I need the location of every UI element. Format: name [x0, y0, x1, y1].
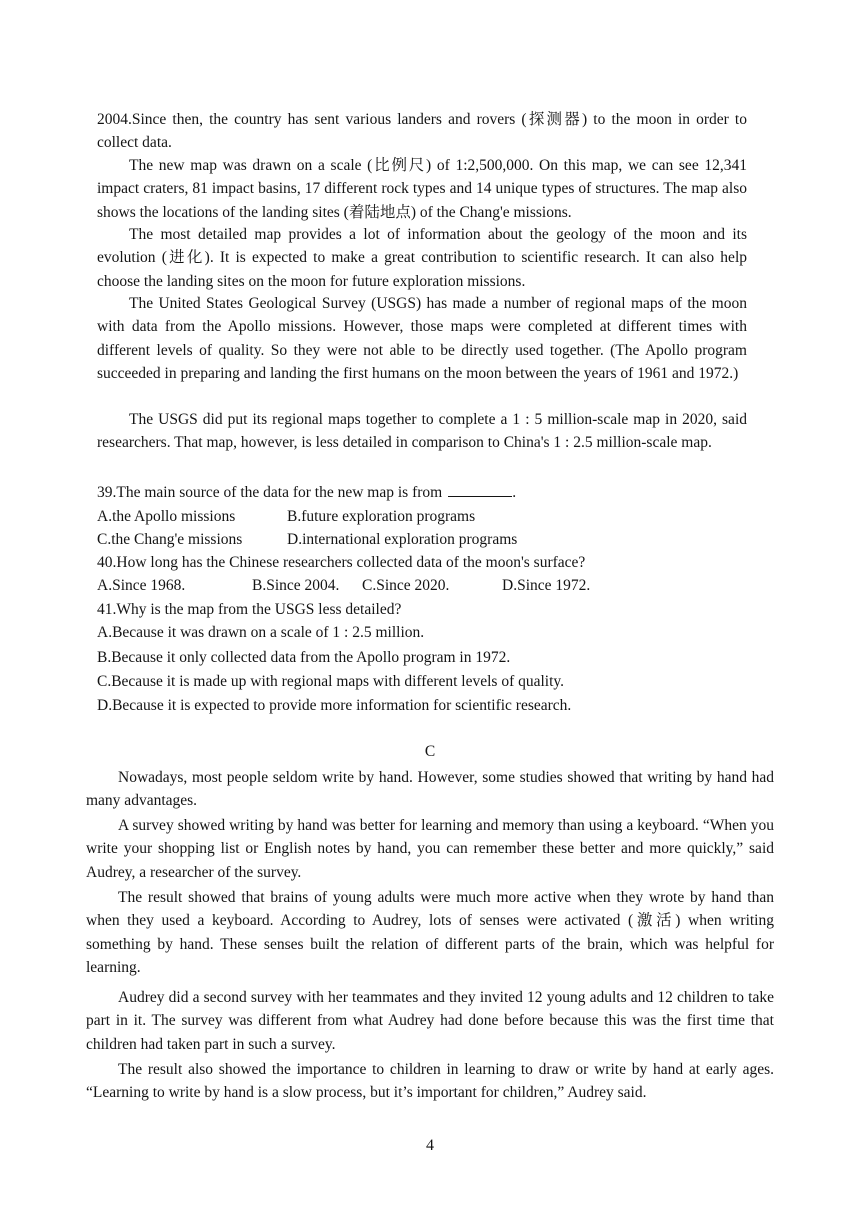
option-a: A.the Apollo missions	[97, 508, 236, 525]
passage-paragraph: The new map was drawn on a scale (比例尺) of 1:2,500,000. On this map, we can see 12,341 impact craters, 81 impact basins, 17 different rock types and 14 unique types of structures. The map also shows the locations of the landing sites (着陆地点) of the Chang'e missions.	[97, 157, 747, 221]
option-b: B.Since 2004.	[252, 577, 340, 594]
question-39-options-row	[97, 528, 517, 551]
option-b: B.future exploration programs	[287, 508, 476, 525]
section-heading: C	[424, 743, 436, 760]
option-d: D.Since 1972.	[502, 577, 591, 594]
option-c: C.Since 2020.	[362, 577, 450, 594]
question-40-options-row	[97, 574, 590, 597]
answer-blank	[448, 482, 512, 497]
question-39-stem	[97, 481, 516, 504]
question-end: .	[512, 484, 517, 501]
option-a: A.Since 1968.	[97, 577, 186, 594]
passage-paragraph: The United States Geological Survey (USGS) has made a number of regional maps of the moon with data from the Apollo missions. However, those maps were completed at different times with different levels of quality. So they were not able to be directly used together. (The Apollo program succeeded in preparing and landing the first humans on the moon between the years of 1961 and 1972.)	[97, 295, 747, 382]
passage-paragraph: Audrey did a second survey with her teammates and they invited 12 young adults and 12 children to take part in it. The survey was different from what Audrey had done before because this was the first time that children had taken part in such a survey.	[86, 989, 774, 1053]
option-c: C.the Chang'e missions	[97, 531, 243, 548]
option-a: A.Because it was drawn on a scale of 1 : 2.5 million.	[97, 624, 425, 641]
question-41-stem: 41.Why is the map from the USGS less detailed?	[97, 601, 402, 618]
passage-paragraph: A survey showed writing by hand was better for learning and memory than using a keyboard. “When you write your shopping list or English notes by hand, you can remember these better and more quickly,” said Audrey, a researcher of the survey.	[86, 817, 774, 881]
option-d: D.Because it is expected to provide more information for scientific research.	[97, 697, 572, 714]
passage-paragraph: The result showed that brains of young adults were much more active when they wrote by hand than when they used a keyboard. According to Audrey, lots of senses were activated (激活) when writing something by hand. These senses built the relation of different parts of the brain, which was helpful for learning.	[86, 889, 774, 976]
page-number: 4	[426, 1137, 434, 1154]
option-c: C.Because it is made up with regional maps with different levels of quality.	[97, 673, 565, 690]
question-40-stem: 40.How long has the Chinese researchers collected data of the moon's surface?	[97, 554, 586, 571]
passage-paragraph: The USGS did put its regional maps together to complete a 1 : 5 million-scale map in 2020, said researchers. That map, however, is less detailed in comparison to China's 1 : 2.5 million-scale map.	[97, 411, 747, 452]
passage-paragraph: The most detailed map provides a lot of information about the geology of the moon and its evolution (进化). It is expected to make a great contribution to scientific research. It can also help choose the landing sites on the moon for future exploration missions.	[97, 226, 747, 290]
option-b: B.Because it only collected data from the Apollo program in 1972.	[97, 649, 511, 666]
passage-paragraph: 2004.Since then, the country has sent various landers and rovers (探测器) to the moon in order to collect data.	[97, 111, 747, 152]
passage-paragraph: Nowadays, most people seldom write by hand. However, some studies showed that writing by hand had many advantages.	[86, 769, 774, 810]
question-text: 39.The main source of the data for the new map is from	[97, 484, 443, 501]
option-d: D.international exploration programs	[287, 531, 518, 548]
passage-paragraph: The result also showed the importance to children in learning to draw or write by hand at early ages. “Learning to write by hand is a slow process, but it’s important for children,” Audrey said.	[86, 1061, 774, 1102]
question-39-options-row	[97, 505, 475, 528]
